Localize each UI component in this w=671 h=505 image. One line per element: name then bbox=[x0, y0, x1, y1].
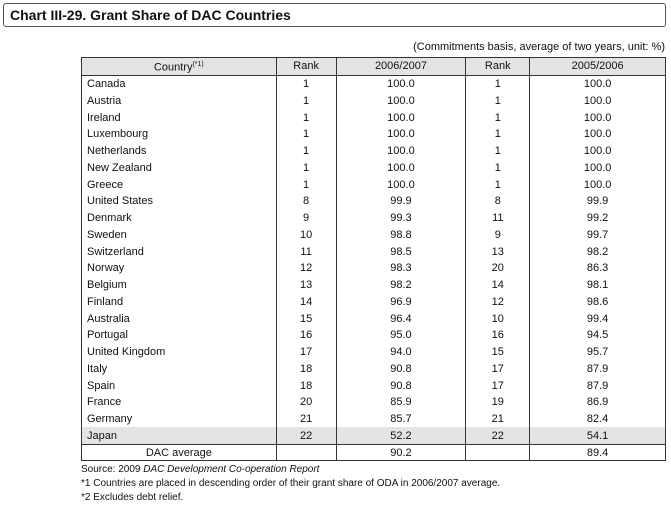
rank-2005-2006-cell: 1 bbox=[466, 126, 530, 143]
header-rank-2006-2007: Rank bbox=[276, 58, 336, 76]
table-row bbox=[82, 243, 666, 260]
rank-2006-2007-cell: 1 bbox=[276, 109, 336, 126]
empty-cell bbox=[466, 445, 530, 461]
rank-2006-2007-cell: 22 bbox=[276, 427, 336, 444]
rank-2006-2007-cell: 14 bbox=[276, 293, 336, 310]
rank-2006-2007-cell: 12 bbox=[276, 260, 336, 277]
country-cell: Australia bbox=[82, 310, 277, 327]
header-country-footnote: (*1) bbox=[192, 61, 204, 68]
country-cell: Japan bbox=[82, 427, 277, 444]
grant-share-2006-2007-cell: 96.9 bbox=[336, 293, 466, 310]
rank-2006-2007-cell: 13 bbox=[276, 277, 336, 294]
grant-share-2005-2006-cell: 94.5 bbox=[530, 327, 666, 344]
table-row bbox=[82, 310, 666, 327]
footnote-2: *2 Excludes debt relief. bbox=[81, 492, 184, 503]
grant-share-2005-2006-cell: 98.1 bbox=[530, 277, 666, 294]
grant-share-2006-2007-cell: 98.5 bbox=[336, 243, 466, 260]
grant-share-2006-2007-cell: 90.8 bbox=[336, 360, 466, 377]
grant-share-table bbox=[81, 57, 666, 461]
rank-2006-2007-cell: 16 bbox=[276, 327, 336, 344]
grant-share-2005-2006-cell: 100.0 bbox=[530, 126, 666, 143]
country-cell: Germany bbox=[82, 411, 277, 428]
grant-share-2006-2007-cell: 100.0 bbox=[336, 176, 466, 193]
rank-2005-2006-cell: 17 bbox=[466, 377, 530, 394]
header-2006-2007: 2006/2007 bbox=[336, 58, 466, 76]
table-row bbox=[82, 277, 666, 294]
grant-share-2006-2007-cell: 100.0 bbox=[336, 143, 466, 160]
grant-share-2006-2007-cell: 85.7 bbox=[336, 411, 466, 428]
country-cell: Norway bbox=[82, 260, 277, 277]
rank-2005-2006-cell: 13 bbox=[466, 243, 530, 260]
rank-2006-2007-cell: 1 bbox=[276, 176, 336, 193]
grant-share-2006-2007-cell: 100.0 bbox=[336, 109, 466, 126]
grant-share-2006-2007-cell: 90.8 bbox=[336, 377, 466, 394]
country-cell: Finland bbox=[82, 293, 277, 310]
table-row bbox=[82, 394, 666, 411]
country-cell: Ireland bbox=[82, 109, 277, 126]
rank-2005-2006-cell: 19 bbox=[466, 394, 530, 411]
country-cell: Italy bbox=[82, 360, 277, 377]
grant-share-2005-2006-cell: 87.9 bbox=[530, 360, 666, 377]
table-row bbox=[82, 143, 666, 160]
dac-average-2006-2007: 90.2 bbox=[336, 445, 466, 461]
grant-share-2005-2006-cell: 86.3 bbox=[530, 260, 666, 277]
country-cell: United Kingdom bbox=[82, 344, 277, 361]
table-row bbox=[82, 377, 666, 394]
grant-share-2006-2007-cell: 94.0 bbox=[336, 344, 466, 361]
rank-2005-2006-cell: 15 bbox=[466, 344, 530, 361]
rank-2005-2006-cell: 22 bbox=[466, 427, 530, 444]
rank-2005-2006-cell: 20 bbox=[466, 260, 530, 277]
grant-share-2005-2006-cell: 95.7 bbox=[530, 344, 666, 361]
table-row bbox=[82, 226, 666, 243]
rank-2005-2006-cell: 1 bbox=[466, 143, 530, 160]
rank-2006-2007-cell: 20 bbox=[276, 394, 336, 411]
rank-2006-2007-cell: 9 bbox=[276, 210, 336, 227]
country-cell: Sweden bbox=[82, 226, 277, 243]
header-country: Country$^{(*1)}$ bbox=[82, 58, 277, 76]
dac-average-label: DAC average bbox=[82, 445, 277, 461]
country-cell: Luxembourg bbox=[82, 126, 277, 143]
table-row bbox=[82, 109, 666, 126]
rank-2005-2006-cell: 1 bbox=[466, 75, 530, 92]
grant-share-2005-2006-cell: 100.0 bbox=[530, 109, 666, 126]
rank-2005-2006-cell: 16 bbox=[466, 327, 530, 344]
rank-2005-2006-cell: 21 bbox=[466, 411, 530, 428]
grant-share-2005-2006-cell: 100.0 bbox=[530, 92, 666, 109]
table-row bbox=[82, 75, 666, 92]
rank-2006-2007-cell: 15 bbox=[276, 310, 336, 327]
table-row bbox=[82, 427, 666, 444]
unit-note: (Commitments basis, average of two years, unit: %) bbox=[413, 41, 665, 53]
grant-share-2005-2006-cell: 98.6 bbox=[530, 293, 666, 310]
table-row bbox=[82, 327, 666, 344]
rank-2005-2006-cell: 14 bbox=[466, 277, 530, 294]
rank-2006-2007-cell: 1 bbox=[276, 143, 336, 160]
header-rank-2005-2006: Rank bbox=[466, 58, 530, 76]
rank-2006-2007-cell: 11 bbox=[276, 243, 336, 260]
chart-title-text: Chart III-29. Grant Share of DAC Countries bbox=[10, 7, 291, 23]
rank-2005-2006-cell: 1 bbox=[466, 92, 530, 109]
grant-share-2005-2006-cell: 54.1 bbox=[530, 427, 666, 444]
rank-2005-2006-cell: 10 bbox=[466, 310, 530, 327]
country-cell: Denmark bbox=[82, 210, 277, 227]
table-row bbox=[82, 92, 666, 109]
country-cell: Canada bbox=[82, 75, 277, 92]
table-row bbox=[82, 344, 666, 361]
table-row bbox=[82, 411, 666, 428]
grant-share-2005-2006-cell: 100.0 bbox=[530, 176, 666, 193]
table-row bbox=[82, 210, 666, 227]
grant-share-2006-2007-cell: 85.9 bbox=[336, 394, 466, 411]
rank-2006-2007-cell: 1 bbox=[276, 159, 336, 176]
grant-share-2005-2006-cell: 100.0 bbox=[530, 75, 666, 92]
rank-2005-2006-cell: 8 bbox=[466, 193, 530, 210]
grant-share-2005-2006-cell: 99.4 bbox=[530, 310, 666, 327]
table-row bbox=[82, 126, 666, 143]
grant-share-2006-2007-cell: 99.9 bbox=[336, 193, 466, 210]
table-row bbox=[82, 293, 666, 310]
grant-share-2005-2006-cell: 82.4 bbox=[530, 411, 666, 428]
grant-share-2006-2007-cell: 95.0 bbox=[336, 327, 466, 344]
table-row bbox=[82, 360, 666, 377]
country-cell: New Zealand bbox=[82, 159, 277, 176]
country-cell: Portugal bbox=[82, 327, 277, 344]
empty-cell bbox=[276, 445, 336, 461]
rank-2005-2006-cell: 17 bbox=[466, 360, 530, 377]
grant-share-2006-2007-cell: 100.0 bbox=[336, 126, 466, 143]
grant-share-2006-2007-cell: 98.3 bbox=[336, 260, 466, 277]
dac-average-2005-2006: 89.4 bbox=[530, 445, 666, 461]
header-2005-2006: 2005/2006 bbox=[530, 58, 666, 76]
grant-share-2006-2007-cell: 100.0 bbox=[336, 75, 466, 92]
grant-share-2006-2007-cell: 52.2 bbox=[336, 427, 466, 444]
grant-share-2006-2007-cell: 99.3 bbox=[336, 210, 466, 227]
rank-2005-2006-cell: 11 bbox=[466, 210, 530, 227]
footnote-1: *1 Countries are placed in descending order of their grant share of ODA in 2006/2007 average. bbox=[81, 478, 501, 489]
table-row bbox=[82, 176, 666, 193]
country-cell: Switzerland bbox=[82, 243, 277, 260]
grant-share-2006-2007-cell: 100.0 bbox=[336, 159, 466, 176]
table-body bbox=[82, 75, 666, 461]
source-line bbox=[81, 463, 500, 477]
rank-2006-2007-cell: 8 bbox=[276, 193, 336, 210]
rank-2005-2006-cell: 1 bbox=[466, 109, 530, 126]
rank-2006-2007-cell: 10 bbox=[276, 226, 336, 243]
rank-2005-2006-cell: 12 bbox=[466, 293, 530, 310]
rank-2006-2007-cell: 1 bbox=[276, 126, 336, 143]
rank-2006-2007-cell: 18 bbox=[276, 360, 336, 377]
grant-share-2005-2006-cell: 100.0 bbox=[530, 143, 666, 160]
grant-share-2005-2006-cell: 99.7 bbox=[530, 226, 666, 243]
grant-share-2005-2006-cell: 99.9 bbox=[530, 193, 666, 210]
country-cell: United States bbox=[82, 193, 277, 210]
source-prefix: Source: 2009 bbox=[81, 464, 144, 475]
rank-2006-2007-cell: 1 bbox=[276, 75, 336, 92]
rank-2005-2006-cell: 1 bbox=[466, 159, 530, 176]
grant-share-2005-2006-cell: 86.9 bbox=[530, 394, 666, 411]
grant-share-2005-2006-cell: 99.2 bbox=[530, 210, 666, 227]
rank-2006-2007-cell: 21 bbox=[276, 411, 336, 428]
country-cell: Spain bbox=[82, 377, 277, 394]
footer-notes bbox=[81, 463, 500, 505]
table-row bbox=[82, 193, 666, 210]
dac-average-row bbox=[82, 445, 666, 461]
rank-2005-2006-cell: 1 bbox=[466, 176, 530, 193]
grant-share-2006-2007-cell: 96.4 bbox=[336, 310, 466, 327]
table-header-row bbox=[82, 58, 666, 76]
chart-title bbox=[3, 3, 666, 27]
rank-2005-2006-cell: 9 bbox=[466, 226, 530, 243]
rank-2006-2007-cell: 18 bbox=[276, 377, 336, 394]
grant-share-2005-2006-cell: 98.2 bbox=[530, 243, 666, 260]
table-row bbox=[82, 159, 666, 176]
grant-share-2006-2007-cell: 98.2 bbox=[336, 277, 466, 294]
country-cell: France bbox=[82, 394, 277, 411]
grant-share-2005-2006-cell: 87.9 bbox=[530, 377, 666, 394]
grant-share-2005-2006-cell: 100.0 bbox=[530, 159, 666, 176]
country-cell: Austria bbox=[82, 92, 277, 109]
source-title: DAC Development Co-operation Report bbox=[143, 464, 320, 475]
country-cell: Belgium bbox=[82, 277, 277, 294]
rank-2006-2007-cell: 1 bbox=[276, 92, 336, 109]
grant-share-2006-2007-cell: 98.8 bbox=[336, 226, 466, 243]
country-cell: Netherlands bbox=[82, 143, 277, 160]
grant-share-2006-2007-cell: 100.0 bbox=[336, 92, 466, 109]
rank-2006-2007-cell: 17 bbox=[276, 344, 336, 361]
country-cell: Greece bbox=[82, 176, 277, 193]
table-row bbox=[82, 260, 666, 277]
